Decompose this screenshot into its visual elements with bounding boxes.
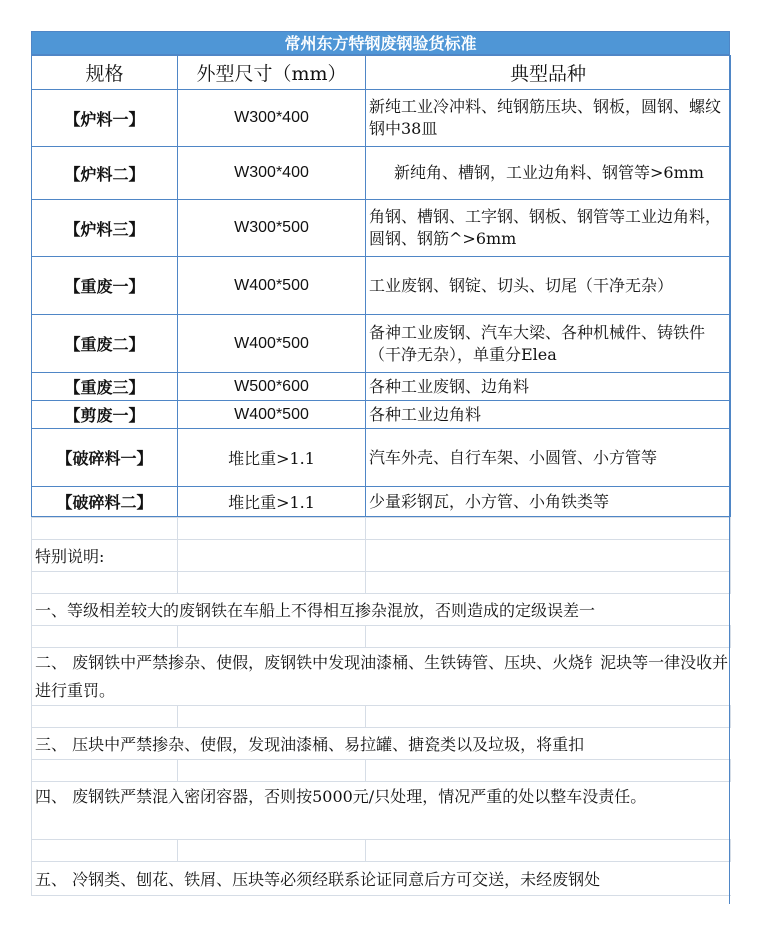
spreadsheet [31, 31, 730, 896]
note-item [32, 648, 731, 706]
size-cell: W400*500 [178, 315, 366, 373]
size-cell: W300*500 [178, 200, 366, 257]
table-row [32, 90, 731, 147]
note-row [32, 862, 731, 896]
notes-grid [31, 517, 731, 896]
size-cell: W500*600 [178, 373, 366, 401]
grade-cell: 【炉料三】 [32, 200, 178, 257]
grade-cell: 【重废一】 [32, 257, 178, 315]
note-row [32, 648, 731, 706]
grade-cell: 【炉料一】 [32, 90, 178, 147]
note-item: 一、等级相差较大的废钢铁在车船上不得相互掺杂混放，否则造成的定级误差一 [32, 594, 731, 626]
header-size: 外型尺寸（mm） [178, 56, 366, 90]
standards-table [31, 55, 731, 517]
items-cell: 角钢、槽钢、工字钢、钢板、钢管等工业边角料，圆钢、钢筋^>6mm [366, 200, 731, 257]
size-cell: 堆比重>1.1 [178, 487, 366, 517]
items-cell: 备神工业废钢、汽车大梁、各种机械件、铸铁件（干净无杂），单重分Elea [366, 315, 731, 373]
blank-row [32, 572, 731, 594]
table-row [32, 373, 731, 401]
grade-cell: 【破碎料二】 [32, 487, 178, 517]
header-grade: 规格 [32, 56, 178, 90]
note-text: 四、 废钢铁严禁混入密闭容器，否则按5000元/只处理，情况严重的处以整车没责任。 [35, 786, 647, 806]
note-item: 三、 压块中严禁掺杂、使假，发现油漆桶、易拉罐、搪瓷类以及垃圾，将重扣 [32, 728, 731, 760]
blank-row [32, 760, 731, 782]
table-row [32, 147, 731, 200]
items-cell: 各种工业边角料 [366, 401, 731, 429]
items-cell: 少量彩钢瓦，小方管、小角铁类等 [366, 487, 731, 517]
note-item [32, 782, 731, 840]
grade-cell: 【重废二】 [32, 315, 178, 373]
table-row [32, 429, 731, 487]
grade-cell: 【炉料二】 [32, 147, 178, 200]
size-cell: W300*400 [178, 90, 366, 147]
note-row [32, 594, 731, 626]
grade-cell: 【破碎料一】 [32, 429, 178, 487]
note-row [32, 728, 731, 760]
grade-cell: 【重废三】 [32, 373, 178, 401]
items-cell: 汽车外壳、自行车架、小圆管、小方管等 [366, 429, 731, 487]
size-cell: W400*500 [178, 257, 366, 315]
table-row [32, 315, 731, 373]
table-row [32, 487, 731, 517]
notes-heading-row [32, 540, 731, 572]
table-right-border [729, 31, 730, 904]
blank-row [32, 626, 731, 648]
size-cell: 堆比重>1.1 [178, 429, 366, 487]
items-cell: 新纯角、槽钢，工业边角料、钢管等>6mm [366, 147, 731, 200]
grade-cell: 【剪废一】 [32, 401, 178, 429]
size-cell: W300*400 [178, 147, 366, 200]
blank-row [32, 518, 731, 540]
table-row [32, 200, 731, 257]
note-item: 五、 冷钢类、刨花、铁屑、压块等必须经联系论证同意后方可交送，未经废钢处 [32, 862, 731, 896]
note-row [32, 782, 731, 840]
table-row [32, 257, 731, 315]
items-cell: 新纯工业冷冲料、纯钢筋压块、钢板，圆钢、螺纹钢中38皿 [366, 90, 731, 147]
items-cell: 各种工业废钢、边角料 [366, 373, 731, 401]
sheet-title: 常州东方特钢废钢验货标准 [31, 31, 730, 55]
blank-row [32, 840, 731, 862]
blank-row [32, 706, 731, 728]
table-row [32, 401, 731, 429]
header-row [32, 56, 731, 90]
notes-heading: 特别说明: [32, 540, 178, 572]
size-cell: W400*500 [178, 401, 366, 429]
note-text: 二、 废钢铁中严禁掺杂、使假，废钢铁中发现油漆桶、生铁铸管、压块、火烧钅泥块等一律没收并进行重罚。 [35, 652, 729, 700]
items-cell: 工业废钢、钢锭、切头、切尾（干净无杂） [366, 257, 731, 315]
header-items: 典型品种 [366, 56, 731, 90]
